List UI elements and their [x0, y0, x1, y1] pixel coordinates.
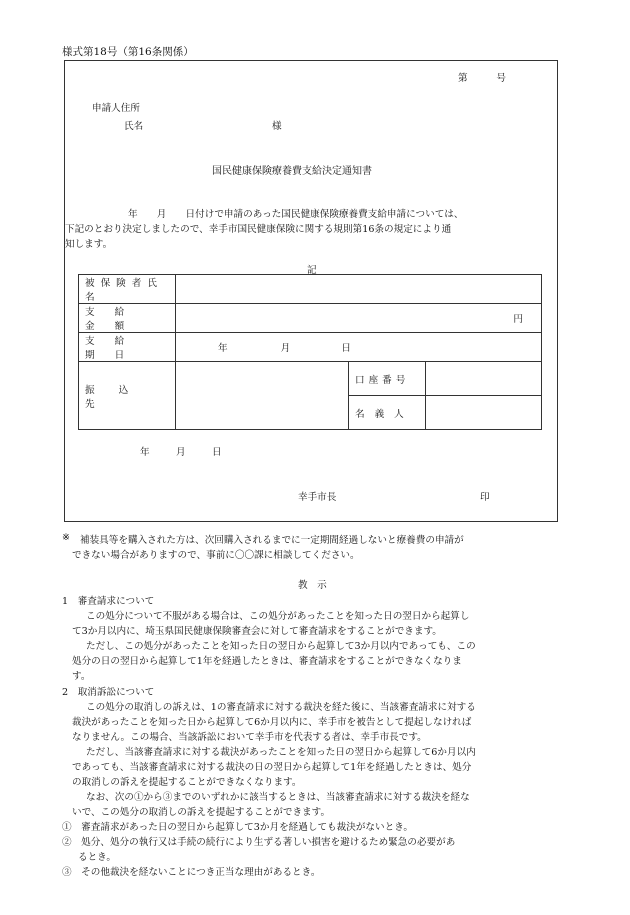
account-holder-value [426, 396, 542, 430]
section-2-line: なりません。この場合、当該訴訟において幸手市を代表する者は、幸手市長です。 [72, 732, 427, 743]
intro-line-1: 年 月 日付けで申請のあった国民健康保険療養費支給申請については、 [128, 209, 464, 220]
instruction-title: 教 示 [298, 580, 327, 591]
section-1-line: す。 [72, 671, 91, 682]
issue-date-day: 日 [212, 447, 222, 458]
section-1-line: ただし、この処分があったことを知った日の翌日から起算して3か月以内であっても、この [86, 641, 476, 652]
section-2-item: るとき。 [78, 852, 116, 863]
pay-date-value [176, 333, 542, 362]
section-2-line: ただし、当該審査請求に対する裁決があったことを知った日の翌日から起算して6か月以内 [86, 747, 476, 758]
document-title: 国民健康保険療養費支給決定通知書 [212, 166, 372, 177]
applicant-address-label: 申請人住所 [92, 103, 140, 114]
insured-name-label: 被保険者氏名 [79, 275, 176, 304]
document-number-label: 第 号 [458, 73, 506, 84]
payment-details-table [78, 274, 542, 430]
section-2-line: 裁決があったことを知った日から起算して6か月以内に、幸手市を被告として提起しなければ [72, 717, 472, 728]
section-2-heading: 2 取消訴訟について [62, 687, 155, 698]
note-line-2: できない場合がありますので、事前に〇〇課に相談してください。 [72, 550, 360, 561]
note-line-1: 補装具等を購入された方は、次回購入されるまでに一定期間経過しないと療養費の申請が [80, 535, 464, 546]
section-1-line: 処分の日の翌日から起算して1年を経過したときは、審査請求をすることができなくなりま [72, 656, 462, 667]
seal-mark: 印 [480, 492, 490, 503]
account-number-label: 口座番号 [349, 362, 426, 396]
pay-date-day: 日 [341, 343, 351, 354]
account-holder-label: 名義人 [349, 396, 426, 430]
section-2-line: の取消しの訴えを提起することができなくなります。 [72, 777, 302, 788]
pay-date-year: 年 [218, 343, 228, 354]
account-number-value [426, 362, 542, 396]
transfer-label: 振込先 [79, 362, 176, 430]
ki-label: 記 [307, 265, 317, 276]
form-id: 様式第18号（第16条関係） [62, 46, 194, 58]
section-2-item: ① 審査請求があった日の翌日から起算して3か月を経過しても裁決がないとき。 [62, 822, 413, 833]
section-2-line: いで、この処分の取消しの訴えを提起することができます。 [72, 807, 331, 818]
note-mark: ※ [62, 532, 71, 543]
section-1-line: て3か月以内に、埼玉県国民健康保険審査会に対して審査請求をすることができます。 [72, 626, 442, 637]
section-1-line: この処分について不服がある場合は、この処分があったことを知った日の翌日から起算し [86, 611, 470, 622]
intro-line-2: 下記のとおり決定しましたので、幸手市国民健康保険に関する規則第16条の規定により通 [65, 224, 452, 235]
amount-unit: 円 [176, 304, 542, 333]
pay-date-month: 月 [280, 343, 291, 354]
section-2-line: なお、次の①から③までのいずれかに該当するときは、当該審査請求に対する裁決を経な [86, 792, 470, 803]
transfer-bank-value [176, 362, 349, 430]
issue-date-month: 月 [176, 447, 186, 458]
section-2-item: ② 処分、処分の執行又は手続の続行により生ずる著しい損害を避けるため緊急の必要があ [62, 837, 456, 848]
pay-date-label: 支給期日 [79, 333, 176, 362]
applicant-name-label: 氏名 [124, 121, 144, 132]
section-1-heading: 1 審査請求について [62, 596, 155, 607]
section-2-item: ③ その他裁決を経ないことにつき正当な理由があるとき。 [62, 867, 321, 878]
amount-label: 支給金額 [79, 304, 176, 333]
intro-line-3: 知します。 [65, 239, 113, 250]
insured-name-value [176, 275, 542, 304]
issuer-name: 幸手市長 [298, 492, 337, 503]
section-2-line: この処分の取消しの訴えは、1の審査請求に対する裁決を経た後に、当該審査請求に対する [86, 702, 476, 713]
issue-date-year: 年 [140, 447, 150, 458]
applicant-honorific: 様 [272, 121, 282, 132]
section-2-line: であっても、当該審査請求に対する裁決の日の翌日から起算して1年を経過したときは、処分 [72, 762, 472, 773]
